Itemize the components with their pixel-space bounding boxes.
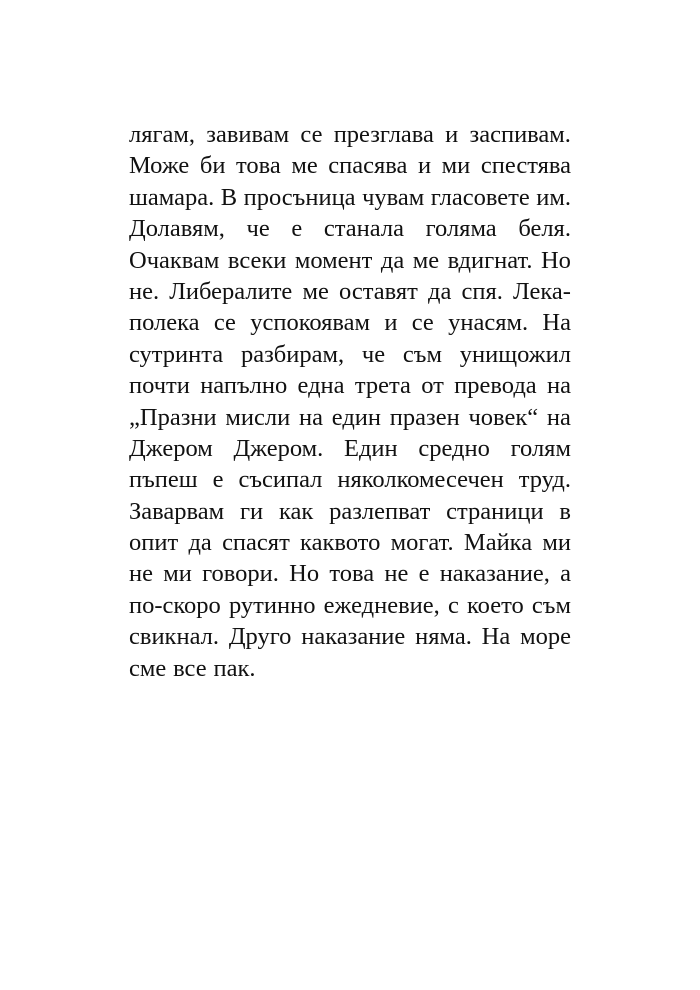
word: не <box>129 560 153 588</box>
word: разлепват <box>329 497 431 525</box>
word: „Празни <box>129 403 217 431</box>
word: всеки <box>227 246 287 274</box>
word: няма. <box>415 623 472 651</box>
word: а <box>560 560 571 588</box>
word: ме <box>412 246 440 274</box>
word: съм <box>531 591 571 619</box>
text-line <box>129 307 571 338</box>
word: момент <box>294 246 373 274</box>
word: рутинно <box>228 591 316 619</box>
word: труд. <box>518 466 571 494</box>
word: от <box>421 372 444 400</box>
word: Джером <box>129 434 213 462</box>
word: е <box>291 215 303 243</box>
word: Но <box>540 246 571 274</box>
word: което <box>467 591 524 619</box>
word: и <box>384 309 398 337</box>
text-line <box>129 339 571 370</box>
word: наказание <box>301 623 406 651</box>
word: Долавям, <box>129 215 225 243</box>
word: се <box>411 309 434 337</box>
word: че <box>361 340 386 368</box>
word: сутринта <box>129 340 224 368</box>
word: В <box>220 183 238 211</box>
word: шамара. <box>129 183 215 211</box>
word: голяма <box>425 215 497 243</box>
word: Друго <box>228 623 292 651</box>
word: сме <box>129 654 167 682</box>
word: наказание, <box>439 560 550 588</box>
word: просъница <box>243 183 356 211</box>
word: вдигнат. <box>447 246 533 274</box>
word: На <box>481 623 511 651</box>
word: това <box>236 152 281 180</box>
word: спасят <box>222 529 290 557</box>
word: се <box>213 309 236 337</box>
word: гласовете <box>430 183 530 211</box>
word: на <box>546 372 571 400</box>
body-text <box>129 119 571 684</box>
word: човек“ <box>468 403 539 431</box>
word: Либералите <box>169 277 293 305</box>
word: Заварвам <box>129 497 225 525</box>
word: станала <box>323 215 404 243</box>
word: Може <box>129 152 190 180</box>
word: да <box>188 529 212 557</box>
text-line <box>129 496 571 527</box>
word: море <box>520 623 571 651</box>
text-line <box>129 213 571 244</box>
word: напълно <box>200 372 288 400</box>
word: все <box>173 654 207 682</box>
text-line <box>129 621 571 652</box>
word: унищожил <box>459 340 571 368</box>
text-line <box>129 527 571 558</box>
word: пак. <box>213 654 256 682</box>
word: да <box>380 246 405 274</box>
word: могат. <box>390 529 454 557</box>
word: не <box>384 560 409 588</box>
word: презглава <box>333 121 434 148</box>
word: ги <box>239 497 264 525</box>
word: спасява <box>328 152 408 180</box>
text-line <box>129 558 571 589</box>
word: Очаквам <box>129 246 220 274</box>
word: заспивам. <box>469 121 571 148</box>
word: и <box>417 152 432 180</box>
word: как <box>278 497 314 525</box>
word: е <box>212 466 224 494</box>
word: им. <box>536 183 571 211</box>
word: няколкомесечен <box>337 466 504 494</box>
text-line <box>129 245 571 276</box>
word: ме <box>302 277 329 305</box>
word: каквото <box>300 529 381 557</box>
word: това <box>329 560 375 588</box>
word: и <box>445 121 459 148</box>
word: почти <box>129 372 190 400</box>
word: унасям. <box>448 309 529 337</box>
word: по-скоро <box>129 591 221 619</box>
word: един <box>331 403 382 431</box>
word: спя. <box>461 277 503 305</box>
word: опит <box>129 529 179 557</box>
text-line <box>129 370 571 401</box>
word: Джером. <box>233 434 324 462</box>
word: не. <box>129 277 160 305</box>
text-line <box>129 276 571 307</box>
word: една <box>297 372 345 400</box>
word: разбирам, <box>240 340 345 368</box>
word: ми <box>441 152 471 180</box>
word: ежедневие, <box>323 591 440 619</box>
word: ми <box>163 560 192 588</box>
word: трета <box>354 372 411 400</box>
word: би <box>199 152 226 180</box>
word: пъпеш <box>129 466 198 494</box>
word: Един <box>344 434 398 462</box>
word: мисли <box>225 403 291 431</box>
word: Лека- <box>513 277 571 305</box>
word: в <box>559 497 571 525</box>
word: Но <box>289 560 320 588</box>
word: страници <box>446 497 544 525</box>
word: спестява <box>480 152 571 180</box>
word: чувам <box>362 183 425 211</box>
word: се <box>300 121 323 148</box>
word: съсипал <box>238 466 323 494</box>
word: лягам, <box>129 121 196 148</box>
text-line <box>129 182 571 213</box>
word: ми <box>542 529 571 557</box>
word: с <box>447 591 459 619</box>
word: на <box>546 403 571 431</box>
word: успокоявам <box>250 309 371 337</box>
text-line <box>129 590 571 621</box>
text-line <box>129 653 571 684</box>
word: беля. <box>518 215 571 243</box>
text-line <box>129 433 571 464</box>
text-line <box>129 402 571 433</box>
word: на <box>298 403 323 431</box>
word: средно <box>418 434 490 462</box>
word: полека <box>129 309 200 337</box>
word: превода <box>454 372 537 400</box>
text-line <box>129 150 571 181</box>
word: завивам <box>206 121 290 148</box>
word: че <box>246 215 270 243</box>
word: голям <box>510 434 571 462</box>
word: празен <box>389 403 460 431</box>
text-line <box>129 464 571 495</box>
word: да <box>428 277 452 305</box>
word: оставят <box>339 277 418 305</box>
word: ме <box>291 152 318 180</box>
word: съм <box>402 340 442 368</box>
word: Майка <box>463 529 533 557</box>
word: свикнал. <box>129 623 220 651</box>
word: е <box>418 560 430 588</box>
word: говори. <box>202 560 279 588</box>
text-line <box>129 119 571 150</box>
word: На <box>542 309 571 337</box>
